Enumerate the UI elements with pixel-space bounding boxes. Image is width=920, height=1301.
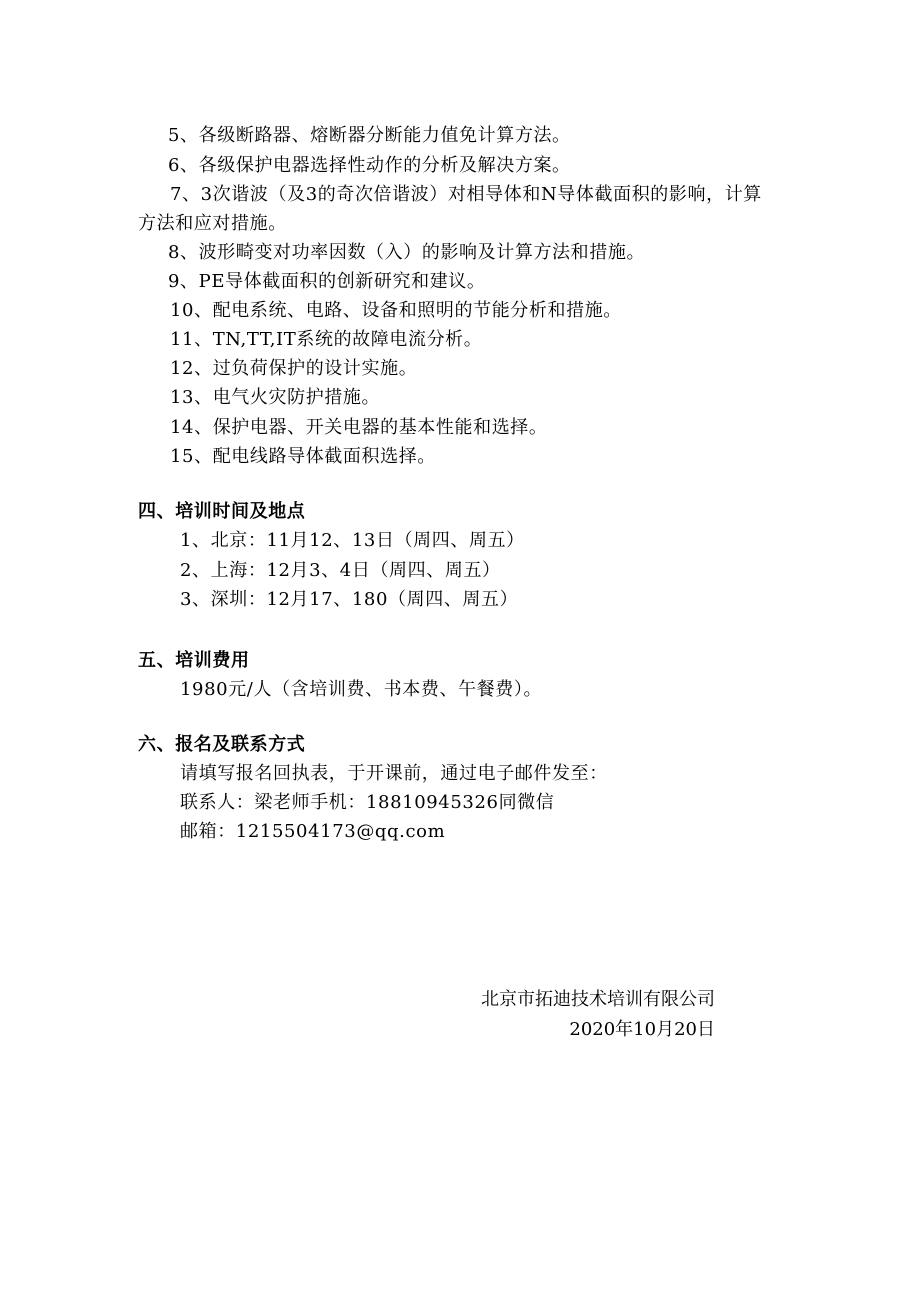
contact-person: 联系人：梁老师手机：18810945326同微信 <box>180 792 555 813</box>
topic-item-7-continued: 方法和应对措施。 <box>138 213 287 234</box>
section-heading-registration: 六、报名及联系方式 <box>138 734 306 755</box>
topic-item-5: 5、各级断路器、熔断器分断能力值免计算方法。 <box>168 125 571 146</box>
topic-item-14: 14、保护电器、开关电器的基本性能和选择。 <box>170 417 548 438</box>
topic-item-13: 13、电气火灾防护措施。 <box>170 387 381 408</box>
topic-item-15: 15、配电线路导体截面积选择。 <box>170 446 436 467</box>
topic-item-9: 9、PE导体截面积的创新研究和建议。 <box>168 271 486 292</box>
topic-item-11: 11、TN,TT,IT系统的故障电流分析。 <box>170 329 483 350</box>
signature-date: 2020年10月20日 <box>569 1019 715 1040</box>
topic-item-12: 12、过负荷保护的设计实施。 <box>170 358 418 379</box>
topic-item-7: 7、3次谐波（及3的奇次倍谐波）对相导体和N导体截面积的影响，计算 <box>170 184 762 205</box>
section-heading-time-location: 四、培训时间及地点 <box>138 501 306 522</box>
fee-text: 1980元/人（含培训费、书本费、午餐费）。 <box>180 679 543 700</box>
contact-email: 邮箱：1215504173@qq.com <box>180 821 446 842</box>
location-beijing: 1、北京：11月12、13日（周四、周五） <box>180 530 525 551</box>
topic-item-6: 6、各级保护电器选择性动作的分析及解决方案。 <box>168 155 571 176</box>
section-heading-fee: 五、培训费用 <box>138 650 250 671</box>
topic-item-10: 10、配电系统、电路、设备和照明的节能分析和措施。 <box>170 300 622 321</box>
location-shanghai: 2、上海：12月3、4日（周四、周五） <box>180 560 501 581</box>
registration-instruction: 请填写报名回执表，于开课前，通过电子邮件发至： <box>180 763 608 784</box>
topic-item-8: 8、波形畸变对功率因数（入）的影响及计算方法和措施。 <box>168 242 646 263</box>
location-shenzhen: 3、深圳：12月17、180（周四、周五） <box>180 589 519 610</box>
company-name: 北京市拓迪技术培训有限公司 <box>481 989 715 1010</box>
